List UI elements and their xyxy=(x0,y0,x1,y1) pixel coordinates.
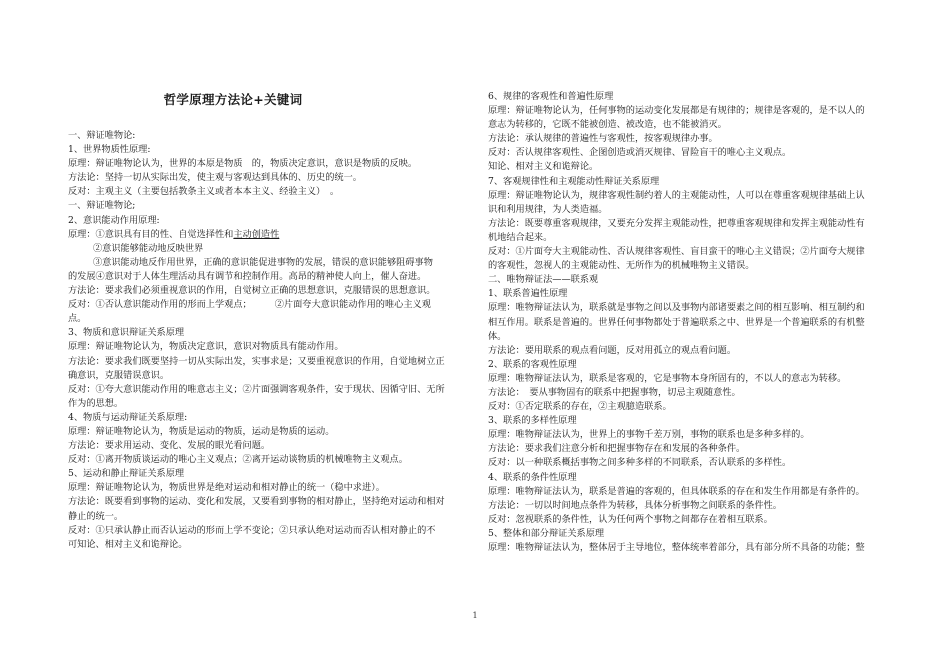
text-line xyxy=(488,428,888,442)
text-line xyxy=(68,157,468,171)
text-line xyxy=(68,326,468,340)
text-line xyxy=(488,372,888,386)
line-text: 作为的思想。 xyxy=(68,397,124,409)
line-text: 一、辩证唯物论; xyxy=(68,200,136,212)
text-line xyxy=(488,259,888,273)
text-line xyxy=(68,453,468,467)
line-text: 3、联系的多样性原理 xyxy=(488,415,577,427)
line-text: 7、客观规律性和主观能动性辩证关系原理 xyxy=(488,175,660,187)
text-line xyxy=(68,369,468,383)
text-line xyxy=(68,228,468,242)
text-line xyxy=(68,467,468,481)
text-line xyxy=(488,301,888,315)
text-line xyxy=(68,242,468,256)
text-line xyxy=(68,284,468,298)
text-line xyxy=(68,538,468,552)
line-text: 原理：辩证唯物论认为，物质世界是绝对运动和相对静止的统一（稳中求进）。 xyxy=(68,482,385,494)
text-line xyxy=(68,524,468,538)
line-text: 原理：辩证唯物论认为，物质决定意识，意识对物质具有能动作用。 xyxy=(68,341,344,353)
text-line xyxy=(68,411,468,425)
line-text: 反对：①离开物质谈运动的唯心主义观点；②离开运动谈物质的机械唯物主义观点。 xyxy=(68,454,408,466)
line-text: 反对：①片面夸大主观能动性、否认规律客观性、盲目蛮干的唯心主义错误；②片面夸大规律 xyxy=(488,246,865,258)
text-line xyxy=(68,312,468,326)
line-text: 原理：辩证唯物论认为，世界的本原是物质 的，物质决定意识，意识是物质的反映。 xyxy=(68,158,418,170)
line-text: 原理：唯物辩证法认为，联系就是事物之间以及事物内部诸要素之间的相互影响、相互制约和 xyxy=(488,302,865,314)
line-text: 反对：①夸大意识能动作用的唯意志主义；②片面强调客观条件，安于现状、因循守旧、无所 xyxy=(68,383,445,395)
text-line xyxy=(68,439,468,453)
line-text: 相互作用。联系是普遍的。世界任何事物都处于普遍联系之中、世界是一个普遍联系的有机整 xyxy=(488,316,865,328)
text-line xyxy=(488,414,888,428)
text-line xyxy=(68,397,468,411)
line-text: 反对：主观主义（主要包括教条主义或者本本主义、经验主义） 。 xyxy=(68,186,340,198)
line-text: 方法论： 要从事物固有的联系中把握事物，切忌主观随意性。 xyxy=(488,386,741,398)
text-line xyxy=(488,316,888,330)
text-line xyxy=(488,273,888,287)
line-text: 2、意识能动作用原理: xyxy=(68,214,160,226)
text-line xyxy=(488,485,888,499)
text-line xyxy=(488,245,888,259)
text-line xyxy=(488,471,888,485)
line-text: 机地结合起来。 xyxy=(488,231,553,243)
text-line xyxy=(488,189,888,203)
line-text: 反对：①否认意识能动作用的形而上学观点； ②片面夸大意识能动作用的唯心主义观 xyxy=(68,299,431,311)
line-text: 的客观性，忽视人的主观能动性、无所作为的机械唯物主义错误。 xyxy=(488,260,755,272)
underlined-phrase: 主动创造性 xyxy=(233,228,280,240)
line-text: 原理：①意识具有目的性、自觉选择性和 xyxy=(68,228,234,240)
text-line xyxy=(68,298,468,312)
line-text: ③意识能动地反作用世界，正确的意识能促进事物的发展，错误的意识能够阻碍事物 xyxy=(93,256,433,268)
line-text: 静止的统一。 xyxy=(68,510,124,522)
text-line xyxy=(488,330,888,344)
text-line xyxy=(68,143,468,157)
left-column xyxy=(68,129,468,552)
line-text: 知论、相对主义和诡辩论。 xyxy=(488,161,599,173)
text-line xyxy=(68,383,468,397)
document-title: 哲学原理方法论+关键词 xyxy=(163,92,303,107)
text-line xyxy=(68,481,468,495)
line-text: 方法论：要求我们必须重视意识的作用，自觉树立正确的思想意识，克服错误的思想意识。 xyxy=(68,285,436,297)
line-text: 4、联系的条件性原理 xyxy=(488,471,577,483)
text-line xyxy=(68,495,468,509)
line-text: 点。 xyxy=(68,313,87,325)
text-line xyxy=(488,499,888,513)
line-text: 的发展④意识对于人体生理活动具有调节和控制作用。高昂的精神使人向上，催人奋进。 xyxy=(68,270,427,282)
line-text: 4、物质与运动辩证关系原理: xyxy=(68,411,188,423)
line-text: 方法论：既要看到事物的运动、变化和发展，又要看到事物的相对静止，坚持绝对运动和相对 xyxy=(68,496,445,508)
line-text: 反对：忽视联系的条件性，认为任何两个事物之间都存在着相互联系。 xyxy=(488,513,773,525)
line-text: 1、联系普遍性原理 xyxy=(488,288,568,300)
text-line xyxy=(488,146,888,160)
text-line xyxy=(68,425,468,439)
text-line xyxy=(68,510,468,524)
text-line xyxy=(68,214,468,228)
line-text: 识和利用规律，为人类造福。 xyxy=(488,203,608,215)
line-text: 2、联系的客观性原理 xyxy=(488,358,577,370)
text-line xyxy=(488,118,888,132)
right-column xyxy=(488,90,888,555)
line-text: 3、物质和意识辩证关系原理 xyxy=(68,327,185,339)
line-text: 反对：①否定联系的存在，②主观臆造联系。 xyxy=(488,401,672,413)
text-line xyxy=(488,541,888,555)
text-line xyxy=(68,199,468,213)
line-text: 原理：辩证唯物论认为，物质是运动的物质，运动是物质的运动。 xyxy=(68,425,335,437)
line-text: 原理：唯物辩证法认为，联系是客观的，它是事物本身所固有的，不以人的意志为转移。 xyxy=(488,372,847,384)
line-text: 原理：辩证唯物论认为，规律客观性制约着人的主观能动性，人可以在尊重客观规律基础上认 xyxy=(488,189,865,201)
line-text: 方法论：既要尊重客观规律，又要充分发挥主观能动性，把尊重客观规律和发挥主观能动性有 xyxy=(488,217,865,229)
line-text: 方法论：要求我们既要坚持一切从实际出发，实事求是；又要重视意识的作用，自觉地树立正 xyxy=(68,355,445,367)
line-text: 确意识，克服错误意识。 xyxy=(68,369,170,381)
line-text: 方法论：承认规律的普遍性与客观性，按客观规律办事。 xyxy=(488,133,718,145)
text-line xyxy=(488,175,888,189)
text-line xyxy=(488,160,888,174)
text-line xyxy=(68,340,468,354)
text-line xyxy=(488,231,888,245)
line-text: 二、唯物辩证法——联系观 xyxy=(488,274,599,286)
text-line xyxy=(488,513,888,527)
text-line xyxy=(488,527,888,541)
line-text: 1、世界物质性原理: xyxy=(68,144,151,156)
text-line xyxy=(488,90,888,104)
line-text: 体。 xyxy=(488,330,507,342)
line-text: ②意识能够能动地反映世界 xyxy=(93,242,204,254)
page-number: 1 xyxy=(472,611,478,620)
line-text: 反对：以一种联系概括事物之间多种多样的不同联系，否认联系的多样性。 xyxy=(488,457,792,469)
text-line xyxy=(68,185,468,199)
text-line xyxy=(488,344,888,358)
text-line xyxy=(488,358,888,372)
line-text: 方法论：要求用运动、变化、发展的眼光看问题。 xyxy=(68,440,271,452)
text-line xyxy=(68,171,468,185)
line-text: 5、运动和静止辩证关系原理 xyxy=(68,468,185,480)
text-line xyxy=(488,386,888,400)
line-text: 可知论、相对主义和诡辩论。 xyxy=(68,538,188,550)
line-text: 原理：唯物辩证法认为，世界上的事物千差万别，事物的联系也是多种多样的。 xyxy=(488,429,810,441)
text-line xyxy=(68,355,468,369)
text-line xyxy=(488,287,888,301)
text-line xyxy=(488,104,888,118)
text-line xyxy=(68,270,468,284)
line-text: 反对：①只承认静止而否认运动的形而上学不变论；②只承认绝对运动而否认相对静止的不 xyxy=(68,524,436,536)
line-text: 方法论：坚持一切从实际出发，使主观与客观达到具体的、历史的统一。 xyxy=(68,172,362,184)
line-text: 6、规律的客观性和普遍性原理 xyxy=(488,91,614,102)
line-text: 原理：唯物辩证法认为，联系是普遍的客观的，但具体联系的存在和发生作用都是有条件的。 xyxy=(488,485,865,497)
line-text: 5、整体和部分辩证关系原理 xyxy=(488,527,605,539)
line-text: 原理：辩证唯物论认为，任何事物的运动变化发展都是有规律的；规律是客观的，是不以人的 xyxy=(488,105,865,117)
text-line xyxy=(488,203,888,217)
line-text: 反对：否认规律客观性、企图创造或消灭规律、冒险盲干的唯心主义观点。 xyxy=(488,147,792,159)
line-text: 方法论：一切以时间地点条件为转移，具体分析事物之间联系的条件性。 xyxy=(488,499,782,511)
text-line xyxy=(68,256,468,270)
line-text: 一、辩证唯物论: xyxy=(68,130,136,141)
text-line xyxy=(488,442,888,456)
line-text: 意志为转移的，它既不能被创造、被改造，也不能被消灭。 xyxy=(488,119,727,131)
text-line xyxy=(488,217,888,231)
text-line xyxy=(68,129,468,143)
line-text: 原理：唯物辩证法认为，整体居于主导地位，整体统率着部分，具有部分所不具备的功能；整 xyxy=(488,542,865,553)
line-text: 方法论：要求我们注意分析和把握事物存在和发展的各种条件。 xyxy=(488,443,746,455)
text-line xyxy=(488,132,888,146)
line-text: 方法论：要用联系的观点看问题，反对用孤立的观点看问题。 xyxy=(488,344,737,356)
text-line xyxy=(488,400,888,414)
text-line xyxy=(488,456,888,470)
